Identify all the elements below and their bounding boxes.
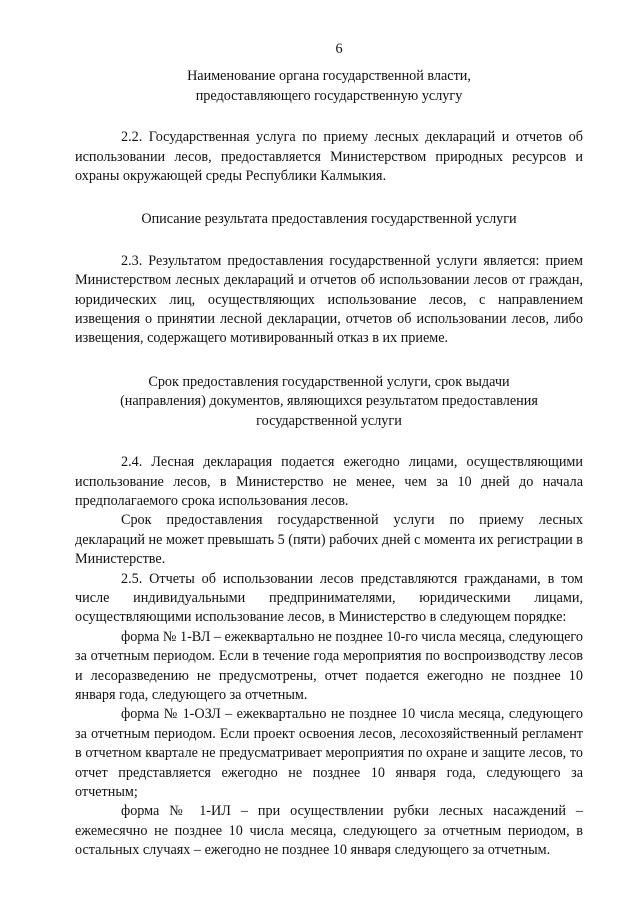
section-heading-service-result xyxy=(75,210,583,229)
paragraph-2-4: 2.4. Лесная декларация подается ежегодно лицами, осуществляющими использование лесов, в Министерство не менее, чем за 10 дней до начала предполагаемого срока использования лесов. xyxy=(75,454,583,509)
paragraph-2-2: 2.2. Государственная услуга по приему лесных деклараций и отчетов об использовании лесов, предоставляется Министерством природных ресурсов и охраны окружающей среды Республики Калмыкия. xyxy=(75,129,583,185)
paragraph-2-5: 2.5. Отчеты об использовании лесов представляются гражданами, в том числе индивидуальными предпринимателями, юридическими лицами, осуществляющими использование лесов, в Министерство в следующем порядке: xyxy=(75,570,583,626)
paragraph-2-3: 2.3. Результатом предоставления государственной услуги является: прием Министерством лесных деклараций и отчетов об использовании лесов от граждан, юридических лиц, осуществляющих использование лесов, с направлением извещения о принятии лесной декларации, отчетов об использовании лесов, либо извещения, содержащего мотивированный отказ в их приеме. xyxy=(75,252,583,347)
heading-line: Срок предоставления государственной услуги, срок выдачи xyxy=(148,373,510,390)
heading-line: государственной услуги xyxy=(256,412,402,429)
paragraph-form-1-ozl: форма № 1-ОЗЛ – ежеквартально не позднее 10 числа месяца, следующего за отчетным периодом. Если проект освоения лесов, лесохозяйственный регламент в отчетном квартале не предусматривает мероприятия по охране и защите лесов, то отчет представляется ежегодно не позднее 10 января года, следующего за отчетным; xyxy=(75,706,583,800)
paragraph-term: Срок предоставления государственной услуги по приему лесных деклараций не может превышать 5 (пяти) рабочих дней с момента их регистрации в Министерстве. xyxy=(75,512,583,568)
heading-line: (направления) документов, являющихся результатом предоставления xyxy=(120,393,538,410)
paragraph-form-1-vl: форма № 1-ВЛ – ежеквартально не позднее 10-го числа месяца, следующего за отчетным периодом. Если в течение года мероприятия по воспроизводству лесов и лесоразведению не предусмотрены, отчет подается ежегодно не позднее 10 января года, следующего за отчетным. xyxy=(75,628,583,703)
heading-line: Наименование органа государственной власти, xyxy=(187,68,471,85)
heading-line: предоставляющего государственную услугу xyxy=(195,87,463,104)
paragraph-form-1-il: форма № 1-ИЛ – при осуществлении рубки лесных насаждений – ежемесячно не позднее 10 числа месяца, следующего за отчетным периодом, в остальных случаях – ежегодно не позднее 10 января следующего за отчетным. xyxy=(75,803,583,859)
heading-line: Описание результата предоставления государственной услуги xyxy=(141,211,517,228)
section-heading-service-term xyxy=(75,373,583,431)
page-number: 6 xyxy=(335,41,343,57)
section-heading-service-authority xyxy=(75,67,583,106)
